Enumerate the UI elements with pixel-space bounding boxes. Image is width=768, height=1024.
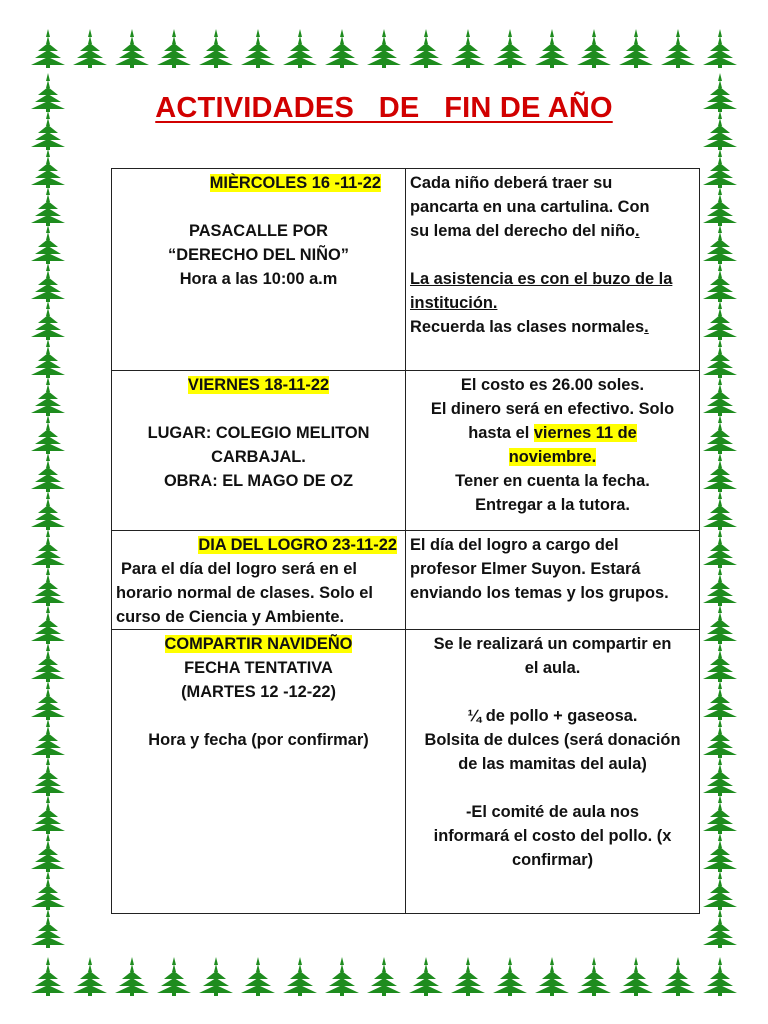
- christmas-tree-icon: [199, 957, 233, 996]
- christmas-tree-icon: [283, 29, 317, 68]
- table-row: [112, 169, 700, 371]
- detail-line: de las mamitas del aula): [458, 755, 647, 773]
- christmas-tree-icon: [493, 29, 527, 68]
- event-line: Hora a las 10:00 a.m: [179, 270, 338, 288]
- christmas-tree-icon: [703, 529, 737, 568]
- christmas-tree-icon: [31, 957, 65, 996]
- christmas-tree-icon: [241, 957, 275, 996]
- event-line: CARBAJAL.: [211, 448, 306, 466]
- event-line: horario normal de clases. Solo el: [116, 584, 373, 602]
- christmas-tree-icon: [703, 833, 737, 872]
- christmas-tree-icon: [703, 263, 737, 302]
- christmas-tree-icon: [31, 29, 65, 68]
- christmas-tree-icon: [157, 29, 191, 68]
- christmas-tree-icon: [31, 681, 65, 720]
- event-heading: COMPARTIR NAVIDEÑO: [164, 635, 353, 653]
- table-cell: [112, 531, 406, 630]
- christmas-tree-icon: [283, 957, 317, 996]
- christmas-tree-icon: [31, 567, 65, 606]
- christmas-tree-icon: [703, 415, 737, 454]
- christmas-tree-icon: [31, 225, 65, 264]
- detail-line: Bolsita de dulces (será donación: [424, 731, 681, 749]
- christmas-tree-icon: [31, 491, 65, 530]
- page-title-text: ACTIVIDADES DE FIN DE AÑO: [155, 92, 613, 124]
- event-line: Para el día del logro será en el: [121, 560, 357, 578]
- detail-line: enviando los temas y los grupos.: [410, 584, 669, 602]
- christmas-tree-icon: [703, 567, 737, 606]
- christmas-tree-icon: [409, 29, 443, 68]
- detail-line: ¼ de pollo + gaseosa.: [467, 707, 638, 725]
- table-cell: [406, 630, 700, 914]
- christmas-tree-icon: [577, 29, 611, 68]
- christmas-tree-icon: [703, 795, 737, 834]
- christmas-tree-icon: [661, 29, 695, 68]
- table-row: [112, 630, 700, 914]
- christmas-tree-icon: [451, 29, 485, 68]
- christmas-tree-icon: [115, 957, 149, 996]
- christmas-tree-icon: [31, 833, 65, 872]
- christmas-tree-icon: [703, 187, 737, 226]
- detail-line: El costo es 26.00 soles.: [460, 376, 645, 394]
- christmas-tree-icon: [703, 225, 737, 264]
- christmas-tree-icon: [703, 757, 737, 796]
- table-row: [112, 531, 700, 630]
- detail-line: hasta el: [468, 424, 534, 442]
- detail-line: -El comité de aula nos: [465, 803, 640, 821]
- christmas-tree-icon: [31, 149, 65, 188]
- christmas-tree-icon: [703, 643, 737, 682]
- christmas-tree-icon: [367, 29, 401, 68]
- christmas-tree-icon: [703, 491, 737, 530]
- christmas-tree-icon: [31, 339, 65, 378]
- christmas-tree-icon: [73, 957, 107, 996]
- event-line: LUGAR: COLEGIO MELITON: [147, 424, 370, 442]
- event-line: OBRA: EL MAGO DE OZ: [163, 472, 354, 490]
- christmas-tree-icon: [31, 757, 65, 796]
- christmas-tree-icon: [703, 909, 737, 948]
- christmas-tree-icon: [703, 301, 737, 340]
- detail-line-punct: .: [644, 318, 649, 336]
- christmas-tree-icon: [31, 871, 65, 910]
- table-cell: [112, 169, 406, 371]
- detail-line: Cada niño deberá traer su: [410, 174, 613, 192]
- table-cell: [406, 371, 700, 531]
- christmas-tree-icon: [73, 29, 107, 68]
- table-cell: [406, 169, 700, 371]
- christmas-tree-icon: [31, 719, 65, 758]
- detail-line: El día del logro a cargo del: [410, 536, 619, 554]
- detail-line: pancarta en una cartulina. Con: [410, 198, 650, 216]
- detail-line: Se le realizará un compartir en: [433, 635, 672, 653]
- detail-line: informará el costo del pollo. (x: [433, 827, 672, 845]
- event-line: FECHA TENTATIVA: [184, 659, 333, 677]
- table-cell: [112, 371, 406, 531]
- detail-line: La asistencia es con el buzo de la: [410, 270, 673, 288]
- christmas-tree-icon: [325, 29, 359, 68]
- christmas-tree-icon: [31, 377, 65, 416]
- christmas-tree-icon: [31, 453, 65, 492]
- christmas-tree-icon: [157, 957, 191, 996]
- activities-table: [111, 168, 700, 914]
- detail-line: Tener en cuenta la fecha.: [455, 472, 650, 490]
- detail-highlight: viernes 11 de: [533, 424, 637, 442]
- christmas-tree-icon: [703, 339, 737, 378]
- christmas-tree-icon: [199, 29, 233, 68]
- detail-line: su lema del derecho del niño: [410, 222, 635, 240]
- detail-line: Recuerda las clases normales: [410, 318, 645, 336]
- detail-line: Entregar a la tutora.: [475, 496, 630, 514]
- christmas-tree-icon: [577, 957, 611, 996]
- event-heading: DIA DEL LOGRO 23-11-22: [198, 536, 397, 554]
- table-cell: [406, 531, 700, 630]
- christmas-tree-icon: [619, 29, 653, 68]
- christmas-tree-icon: [703, 377, 737, 416]
- event-line: curso de Ciencia y Ambiente.: [116, 608, 345, 626]
- detail-line: profesor Elmer Suyon. Estará: [410, 560, 641, 578]
- table-row: [112, 371, 700, 531]
- event-line: PASACALLE POR: [188, 222, 329, 240]
- christmas-tree-icon: [31, 415, 65, 454]
- christmas-tree-icon: [31, 263, 65, 302]
- christmas-tree-icon: [535, 957, 569, 996]
- detail-line-punct: .: [634, 222, 640, 240]
- event-heading: VIERNES 18-11-22: [187, 376, 330, 394]
- christmas-tree-icon: [241, 29, 275, 68]
- christmas-tree-icon: [31, 909, 65, 948]
- christmas-tree-icon: [31, 643, 65, 682]
- christmas-tree-icon: [661, 957, 695, 996]
- christmas-tree-icon: [703, 605, 737, 644]
- christmas-tree-icon: [703, 871, 737, 910]
- christmas-tree-icon: [367, 957, 401, 996]
- detail-line: el aula.: [524, 659, 581, 677]
- christmas-tree-icon: [409, 957, 443, 996]
- detail-line: El dinero será en efectivo. Solo: [430, 400, 675, 418]
- christmas-tree-icon: [31, 605, 65, 644]
- christmas-tree-icon: [703, 29, 737, 68]
- christmas-tree-icon: [703, 681, 737, 720]
- christmas-tree-icon: [115, 29, 149, 68]
- event-line: (MARTES 12 -12-22): [181, 683, 336, 701]
- christmas-tree-icon: [703, 719, 737, 758]
- christmas-tree-icon: [619, 957, 653, 996]
- table-cell: [112, 630, 406, 914]
- christmas-tree-icon: [31, 301, 65, 340]
- event-line: “DERECHO DEL NIÑO”: [168, 246, 349, 264]
- detail-line: institución.: [410, 294, 498, 312]
- event-heading: MIÈRCOLES 16 -11-22: [209, 174, 381, 192]
- christmas-tree-icon: [535, 29, 569, 68]
- christmas-tree-icon: [703, 149, 737, 188]
- christmas-tree-icon: [451, 957, 485, 996]
- christmas-tree-icon: [703, 957, 737, 996]
- christmas-tree-icon: [325, 957, 359, 996]
- christmas-tree-icon: [493, 957, 527, 996]
- christmas-tree-icon: [31, 187, 65, 226]
- event-line: Hora y fecha (por confirmar): [148, 731, 369, 749]
- christmas-tree-icon: [31, 529, 65, 568]
- christmas-tree-icon: [703, 453, 737, 492]
- page-title: [0, 92, 768, 125]
- detail-highlight: noviembre.: [508, 448, 597, 466]
- detail-line: confirmar): [511, 851, 594, 869]
- christmas-tree-icon: [31, 795, 65, 834]
